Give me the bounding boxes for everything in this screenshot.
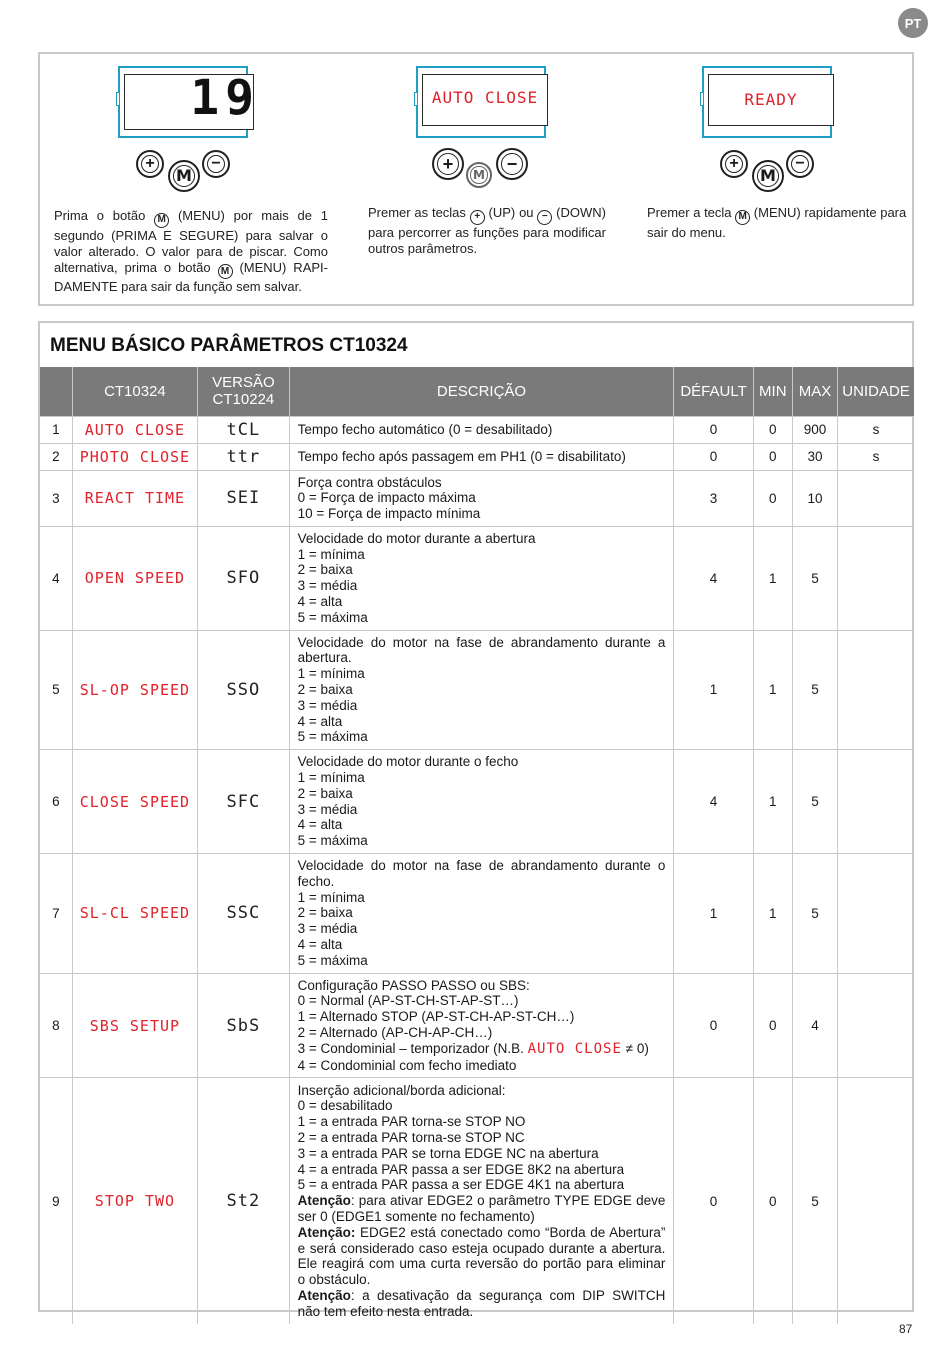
inline-parameter-code: AUTO CLOSE (527, 1040, 622, 1057)
description-line: Velocidade do motor durante a abertura (297, 530, 536, 546)
instruction-text-1: Prima o botão M (MENU) por mais de 1 segundo (PRIMA E SEGURE) para salvar o valor alterado. O valor para de piscar. Como alternativa, prima o botão M (MENU) RAPI-DAMENTE para sair da função sem salvar. (54, 208, 328, 294)
default-value: 1 (674, 630, 753, 750)
max-value: 30 (792, 443, 837, 470)
table-row (40, 526, 914, 630)
minus-button-icon: − (496, 148, 528, 180)
version-code-cell (198, 1078, 289, 1324)
version-code-cell (198, 443, 289, 470)
description-line: 10 = Força de impacto mínima (297, 506, 481, 522)
table-row (40, 443, 914, 470)
row-number: 4 (40, 526, 72, 630)
description-line: 4 = alta (297, 817, 343, 833)
version-code-cell (198, 630, 289, 750)
parameter-code: SL-CL SPEED (79, 904, 191, 923)
version-code: SFO (226, 568, 261, 589)
min-value: 0 (753, 443, 792, 470)
description-cell (289, 416, 674, 443)
header-ct: CT10324 (72, 367, 198, 416)
version-code: ttr (226, 446, 261, 467)
description-line: 0 = Força de impacto máxima (297, 490, 476, 506)
version-code: tCL (226, 419, 261, 440)
description-cell (289, 1078, 674, 1324)
parameter-code-cell (72, 416, 198, 443)
minus-button-icon: − (786, 150, 814, 178)
description-line: 0 = Normal (AP-ST-CH-ST-AP-ST…) (297, 993, 519, 1009)
table-row (40, 854, 914, 974)
min-value: 1 (753, 750, 792, 854)
unit-value (838, 630, 914, 750)
menu-button-icon: M (168, 160, 200, 192)
parameter-code: AUTO CLOSE (84, 420, 186, 439)
description-line: 5 = máxima (297, 729, 368, 745)
parameter-code-cell (72, 443, 198, 470)
parameter-code: OPEN SPEED (84, 569, 186, 588)
default-value: 0 (674, 416, 753, 443)
description-cell (289, 470, 674, 526)
description-line: 4 = alta (297, 713, 343, 729)
table-row (40, 973, 914, 1078)
description-line: Inserção adicional/borda adicional: (297, 1082, 506, 1098)
default-value: 3 (674, 470, 753, 526)
description-line: Velocidade do motor na fase de abrandamento durante a abertura. (297, 634, 666, 666)
description-line: 1 = mínima (297, 770, 365, 786)
description-line: 4 = alta (297, 594, 343, 610)
min-value: 0 (753, 470, 792, 526)
version-code: SFC (226, 791, 261, 812)
default-value: 0 (674, 1078, 753, 1324)
description-line: 3 = média (297, 921, 358, 937)
version-code-cell (198, 526, 289, 630)
parameter-code-cell (72, 973, 198, 1078)
parameter-code-cell (72, 750, 198, 854)
description-line: 2 = baixa (297, 562, 353, 578)
table-header-row (40, 367, 914, 416)
parameter-code: PHOTO CLOSE (79, 447, 191, 466)
description-cell (289, 630, 674, 750)
row-number: 9 (40, 1078, 72, 1324)
version-code-cell (198, 470, 289, 526)
page-number: 87 (899, 1322, 913, 1336)
description-line: 0 = desabilitado (297, 1098, 393, 1114)
parameter-code: SL-OP SPEED (79, 680, 191, 699)
unit-value: s (838, 416, 914, 443)
description-line: Tempo fecho automático (0 = desabilitado) (297, 421, 553, 437)
version-code: SSO (226, 679, 261, 700)
description-cell (289, 750, 674, 854)
language-badge: PT (898, 8, 928, 38)
default-value: 1 (674, 854, 753, 974)
header-max: MAX (792, 367, 837, 416)
description-line: 4 = Condominial com fecho imediato (297, 1057, 517, 1073)
table-row (40, 630, 914, 750)
max-value: 5 (792, 1078, 837, 1324)
version-code: St2 (226, 1191, 261, 1212)
header-description: DESCRIÇÃO (289, 367, 674, 416)
min-value: 1 (753, 854, 792, 974)
min-value: 1 (753, 630, 792, 750)
table-row (40, 1078, 914, 1324)
description-line: 2 = baixa (297, 785, 353, 801)
max-value: 5 (792, 630, 837, 750)
menu-inline-icon: M (218, 264, 233, 279)
menu-inline-icon: M (735, 210, 750, 225)
instructions-panel: 19 + M − Prima o botão M (MENU) por mais de 1 segundo (PRIMA E SEGURE) para salvar o valor alterado. O valor para de piscar. Como alternativa, prima o botão M (MENU) RAPI-DAMENTE para sair da função sem salvar. AUTO CLOSE + M − Premer as teclas + (UP) ou − (DOWN) para percorrer as funções para modificar outros parâmetros. READY + M − Premer a tecla M (MENU) rapidamente para sair do menu. (38, 52, 914, 306)
parameter-code-cell (72, 1078, 198, 1324)
plus-button-icon: + (136, 150, 164, 178)
version-code: SbS (226, 1015, 261, 1036)
menu-button-icon: M (752, 160, 784, 192)
description-line: 4 = alta (297, 937, 343, 953)
default-value: 0 (674, 443, 753, 470)
description-line: 3 = Condominial – temporizador (N.B. AUTO CLOSE ≠ 0) (297, 1040, 649, 1057)
parameter-code: REACT TIME (84, 489, 186, 508)
warning-note: Atenção: EDGE2 está conectado como “Borda de Abertura” e será considerado caso esteja ocupado durante a abertura. Ele reagirá com uma curta reversão do portão para eliminar o obstáculo. (297, 1224, 666, 1288)
description-cell (289, 854, 674, 974)
max-value: 5 (792, 750, 837, 854)
description-line: 2 = baixa (297, 682, 353, 698)
description-line: 2 = baixa (297, 905, 353, 921)
description-line: 4 = a entrada PAR passa a ser EDGE 8K2 na abertura (297, 1161, 625, 1177)
warning-note: Atenção: para ativar EDGE2 o parâmetro TYPE EDGE deve ser 0 (EDGE1 somente no fechamento) (297, 1193, 666, 1225)
version-code-cell (198, 973, 289, 1078)
description-line: 3 = a entrada PAR se torna EDGE NC na abertura (297, 1145, 599, 1161)
instruction-text-2: Premer as teclas + (UP) ou − (DOWN) para percorrer as funções para modificar outros parâmetros. (368, 205, 606, 256)
unit-value (838, 470, 914, 526)
row-number: 8 (40, 973, 72, 1078)
version-code: SEI (226, 488, 261, 509)
table-row (40, 416, 914, 443)
plus-button-icon: + (720, 150, 748, 178)
description-cell (289, 973, 674, 1078)
parameter-code: SBS SETUP (89, 1016, 181, 1035)
description-line: 5 = a entrada PAR passa a ser EDGE 4K1 na abertura (297, 1177, 625, 1193)
min-value: 0 (753, 1078, 792, 1324)
description-line: 3 = média (297, 578, 358, 594)
unit-value (838, 973, 914, 1078)
description-line: 5 = máxima (297, 952, 368, 968)
warning-note: Atenção: a desativação da segurança com DIP SWITCH não tem efeito nesta entrada. (297, 1288, 666, 1319)
header-unit: UNIDADE (838, 367, 914, 416)
row-number: 1 (40, 416, 72, 443)
header-index (40, 367, 72, 416)
description-line: 1 = a entrada PAR torna-se STOP NO (297, 1114, 526, 1130)
min-value: 1 (753, 526, 792, 630)
header-default: DÉFAULT (674, 367, 753, 416)
minus-button-icon: − (202, 150, 230, 178)
menu-button-icon: M (466, 162, 492, 188)
unit-value (838, 526, 914, 630)
parameter-code-cell (72, 630, 198, 750)
version-code-cell (198, 416, 289, 443)
parameters-table-section (38, 321, 914, 1319)
description-line: 2 = Alternado (AP-CH-AP-CH…) (297, 1025, 493, 1040)
plus-inline-icon: + (470, 210, 485, 225)
description-line: Velocidade do motor na fase de abrandamento durante o fecho. (297, 858, 666, 889)
description-line: 5 = máxima (297, 609, 368, 625)
unit-value (838, 854, 914, 974)
version-code-cell (198, 854, 289, 974)
unit-value (838, 750, 914, 854)
menu-inline-icon: M (154, 213, 169, 228)
description-line: 1 = mínima (297, 546, 365, 562)
description-cell (289, 526, 674, 630)
row-number: 5 (40, 630, 72, 750)
parameter-code-cell (72, 470, 198, 526)
min-value: 0 (753, 973, 792, 1078)
unit-value (838, 1078, 914, 1324)
header-min: MIN (753, 367, 792, 416)
min-value: 0 (753, 416, 792, 443)
description-line: Força contra obstáculos (297, 474, 442, 490)
description-cell (289, 443, 674, 470)
max-value: 900 (792, 416, 837, 443)
description-line: Tempo fecho após passagem em PH1 (0 = disabilitato) (297, 448, 626, 464)
row-number: 6 (40, 750, 72, 854)
default-value: 4 (674, 750, 753, 854)
parameter-code-cell (72, 854, 198, 974)
max-value: 4 (792, 973, 837, 1078)
max-value: 10 (792, 470, 837, 526)
row-number: 7 (40, 854, 72, 974)
minus-inline-icon: − (537, 210, 552, 225)
description-line: Velocidade do motor durante o fecho (297, 754, 519, 770)
parameter-code: STOP TWO (94, 1192, 176, 1211)
max-value: 5 (792, 526, 837, 630)
version-code: SSC (226, 903, 261, 924)
table-title: MENU BÁSICO PARÂMETROS CT10324 (50, 335, 408, 356)
parameter-code-cell (72, 526, 198, 630)
description-line: 2 = a entrada PAR torna-se STOP NC (297, 1130, 525, 1146)
version-code-cell (198, 750, 289, 854)
description-line: 1 = mínima (297, 889, 365, 905)
description-line: 1 = Alternado STOP (AP-ST-CH-AP-ST-CH…) (297, 1009, 575, 1025)
instruction-text-3: Premer a tecla M (MENU) rapidamente para sair do menu. (647, 205, 907, 240)
default-value: 4 (674, 526, 753, 630)
plus-button-icon: + (432, 148, 464, 180)
row-number: 3 (40, 470, 72, 526)
description-line: 3 = média (297, 801, 358, 817)
parameters-table (40, 367, 914, 1324)
max-value: 5 (792, 854, 837, 974)
unit-value: s (838, 443, 914, 470)
description-line: Configuração PASSO PASSO ou SBS: (297, 977, 530, 993)
description-line: 1 = mínima (297, 666, 365, 682)
header-version: VERSÃO CT10224 (198, 367, 289, 416)
table-row (40, 750, 914, 854)
parameter-code: CLOSE SPEED (79, 792, 191, 811)
description-line: 3 = média (297, 697, 358, 713)
default-value: 0 (674, 973, 753, 1078)
description-line: 5 = máxima (297, 833, 368, 849)
table-row (40, 470, 914, 526)
row-number: 2 (40, 443, 72, 470)
